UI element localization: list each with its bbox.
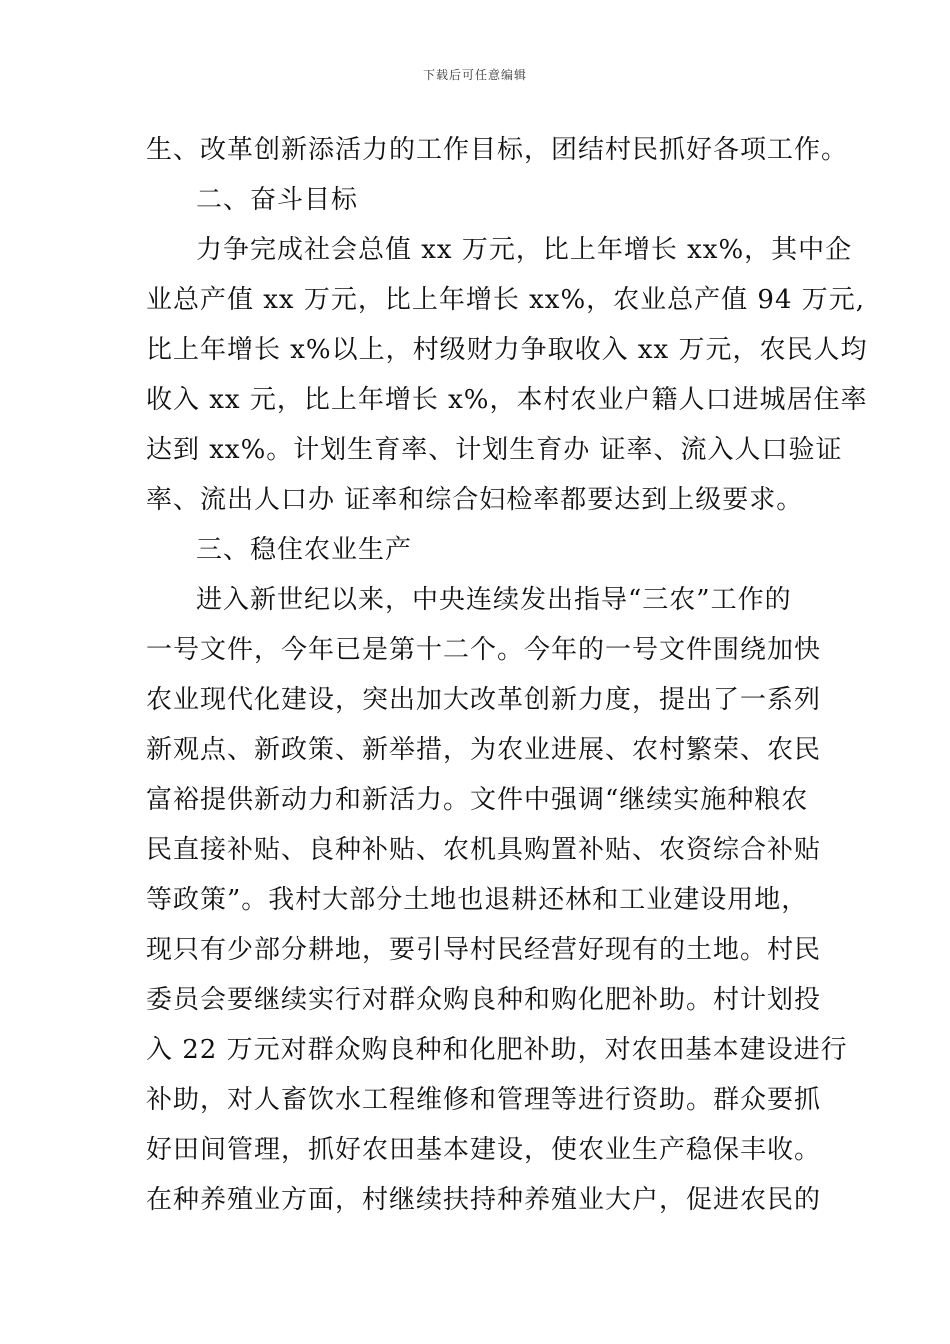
header-note: 下载后可任意编辑 xyxy=(422,68,527,82)
text-line: 补助，对人畜饮水工程维修和管理等进行资助。群众要抓 xyxy=(146,1085,822,1115)
text-line: 等政策”。我村大部分土地也退耕还林和工业建设用地， xyxy=(146,885,809,915)
text-line: 业总产值 xx 万元，比上年增长 xx%，农业总产值 94 万元, xyxy=(146,285,866,315)
text-line: 比上年增长 x%以上，村级财力争取收入 xx 万元，农民人均 xyxy=(146,335,868,365)
text-line: 生、改革创新添活力的工作目标，团结村民抓好各项工作。 xyxy=(146,135,849,165)
section-heading: 三、稳住农业生产 xyxy=(196,535,413,565)
text-line: 一号文件，今年已是第十二个。今年的一号文件围绕加快 xyxy=(146,635,822,665)
text-line: 率、流出人口办 证率和综合妇检率都要达到上级要求。 xyxy=(146,485,804,515)
text-line: 农业现代化建设，突出加大改革创新力度，提出了一系列 xyxy=(146,685,822,715)
text-line: 入 22 万元对群众购良种和化肥补助，对农田基本建设进行 xyxy=(146,1035,848,1065)
text-line: 收入 xx 元，比上年增长 x%，本村农业户籍人口进城居住率 xyxy=(146,385,868,415)
text-line: 富裕提供新动力和新活力。文件中强调“继续实施种粮农 xyxy=(146,785,809,815)
text-line: 现只有少部分耕地，要引导村民经营好现有的土地。村民 xyxy=(146,935,822,965)
text-line: 新观点、新政策、新举措，为农业进展、农村繁荣、农民 xyxy=(146,735,822,765)
text-line: 委员会要继续实行对群众购良种和购化肥补助。村计划投 xyxy=(146,985,822,1015)
text-line: 力争完成社会总值 xx 万元，比上年增长 xx%，其中企 xyxy=(196,235,853,265)
text-line: 民直接补贴、良种补贴、农机具购置补贴、农资综合补贴 xyxy=(146,835,822,865)
section-heading: 二、奋斗目标 xyxy=(196,185,359,215)
text-line: 达到 xx%。计划生育率、计划生育办 证率、流入人口验证 xyxy=(146,435,843,465)
text-line: 在种养殖业方面，村继续扶持种养殖业大户，促进农民的 xyxy=(146,1185,822,1215)
text-line: 进入新世纪以来，中央连续发出指导“三农”工作的 xyxy=(196,585,792,615)
text-line: 好田间管理，抓好农田基本建设，使农业生产稳保丰收。 xyxy=(146,1135,822,1165)
